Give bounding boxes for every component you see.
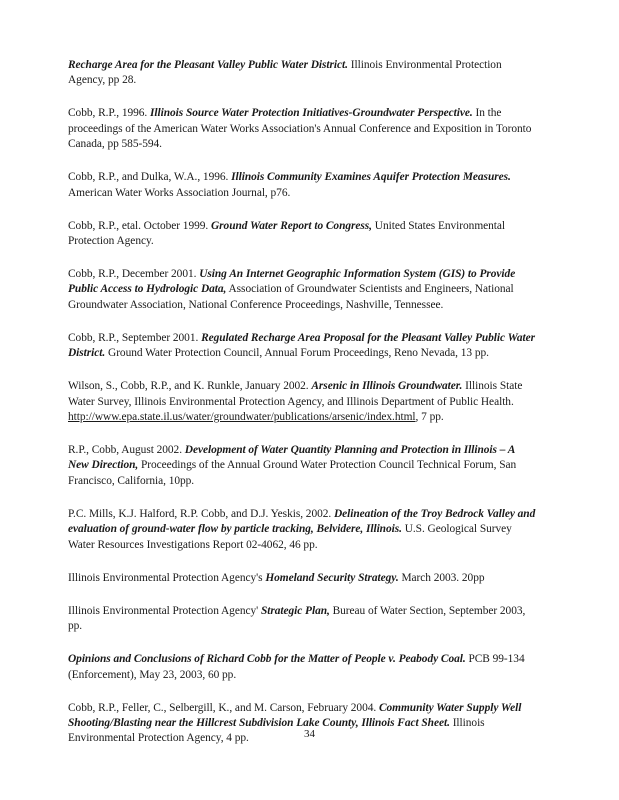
reference-title: Opinions and Conclusions of Richard Cobb for the Matter of People v. Peabody Coal. [68,653,466,666]
reference-source: March 2003. 20pp [398,571,485,584]
reference-authors: Cobb, R.P., September 2001. [68,331,202,344]
reference-entry [68,106,538,152]
reference-source: Bureau of Water Section, September 2003, pp. [68,604,526,633]
reference-title: Delineation of the Troy Bedrock Valley and evaluation of ground-water flow by particle tracking, Belvidere, Illinois. [68,507,536,536]
reference-source: Illinois Environmental Protection Agency, 4 pp. [68,716,485,745]
reference-authors: Cobb, R.P., December 2001. [68,268,200,281]
reference-title: Recharge Area for the Pleasant Valley Public Water District. [68,59,348,71]
reference-entry [68,507,538,553]
reference-source: Illinois Environmental Protection Agency, pp 28. [68,59,502,87]
reference-source: American Water Works Association Journal, p76. [68,186,291,199]
reference-authors: Cobb, R.P., and Dulka, W.A., 1996. [68,171,232,184]
reference-entry [68,604,538,635]
reference-authors: R.P., Cobb, August 2002. [68,444,185,457]
reference-entry [68,267,538,313]
reference-entry [68,170,538,201]
reference-title: Strategic Plan, [260,604,330,617]
reference-title: Homeland Security Strategy. [265,571,399,584]
reference-entry [68,443,538,489]
reference-entry [68,331,538,362]
reference-authors: Cobb, R.P., etal. October 1999. [68,219,211,232]
reference-source: Ground Water Protection Council, Annual Forum Proceedings, Reno Nevada, 13 pp. [105,347,489,360]
reference-source: Association of Groundwater Scientists and Engineers, National Groundwater Association, National Conference Proceedings, Nashville, Tennessee. [68,283,514,311]
reference-source: U.S. Geological Survey Water Resources Investigations Report 02-4062, 46 pp. [68,523,512,551]
reference-source: Proceedings of the Annual Ground Water Protection Council Technical Forum, San Francisco, California, 10pp. [68,459,517,487]
reference-source: Illinois State Water Survey, Illinois Environmental Protection Agency, and Illinois Department of Public Health. [68,380,523,408]
reference-url-link[interactable]: http://www.epa.state.il.us/water/groundwater/publications/arsenic/index.html [68,411,416,424]
reference-list [68,58,538,764]
reference-source: In the proceedings of the American Water Works Association's Annual Conference and Exposition in Toronto Canada, pp 585-594. [68,107,532,151]
reference-title: Ground Water Report to Congress, [211,219,372,232]
reference-title: Illinois Source Water Protection Initiatives-Groundwater Perspective. [150,107,473,120]
reference-title: Community Water Supply Well Shooting/Blasting near the Hillcrest Subdivision Lake County, Illinois Fact Sheet. [68,701,522,729]
page-number: 34 [304,728,315,740]
reference-source: United States Environmental Protection Agency. [68,219,506,248]
reference-entry [68,652,538,683]
reference-title: Using An Internet Geographic Information System (GIS) to Provide Public Access to Hydrologic Data, [68,268,516,296]
reference-entry [68,379,538,425]
reference-pages: , 7 pp. [415,411,444,424]
reference-authors: Wilson, S., Cobb, R.P., and K. Runkle, January 2002. [68,380,312,393]
reference-entry [68,219,538,250]
reference-authors: Illinois Environmental Protection Agency' [68,604,261,617]
reference-title: Illinois Community Examines Aquifer Protection Measures. [231,171,511,184]
reference-title: Arsenic in Illinois Groundwater. [311,380,463,393]
reference-title: Development of Water Quantity Planning and Protection in Illinois – A New Direction, [68,444,515,472]
reference-source: PCB 99-134 (Enforcement), May 23, 2003, 60 pp. [68,653,525,681]
reference-entry [68,58,538,89]
reference-authors: Cobb, R.P., 1996. [68,107,151,120]
reference-authors: Illinois Environmental Protection Agency's [68,571,266,584]
reference-entry [68,571,538,586]
reference-authors: Cobb, R.P., Feller, C., Selbergill, K., and M. Carson, February 2004. [68,701,379,714]
reference-authors: P.C. Mills, K.J. Halford, R.P. Cobb, and D.J. Yeskis, 2002. [68,507,334,520]
reference-title: Regulated Recharge Area Proposal for the Pleasant Valley Public Water District. [68,331,536,360]
